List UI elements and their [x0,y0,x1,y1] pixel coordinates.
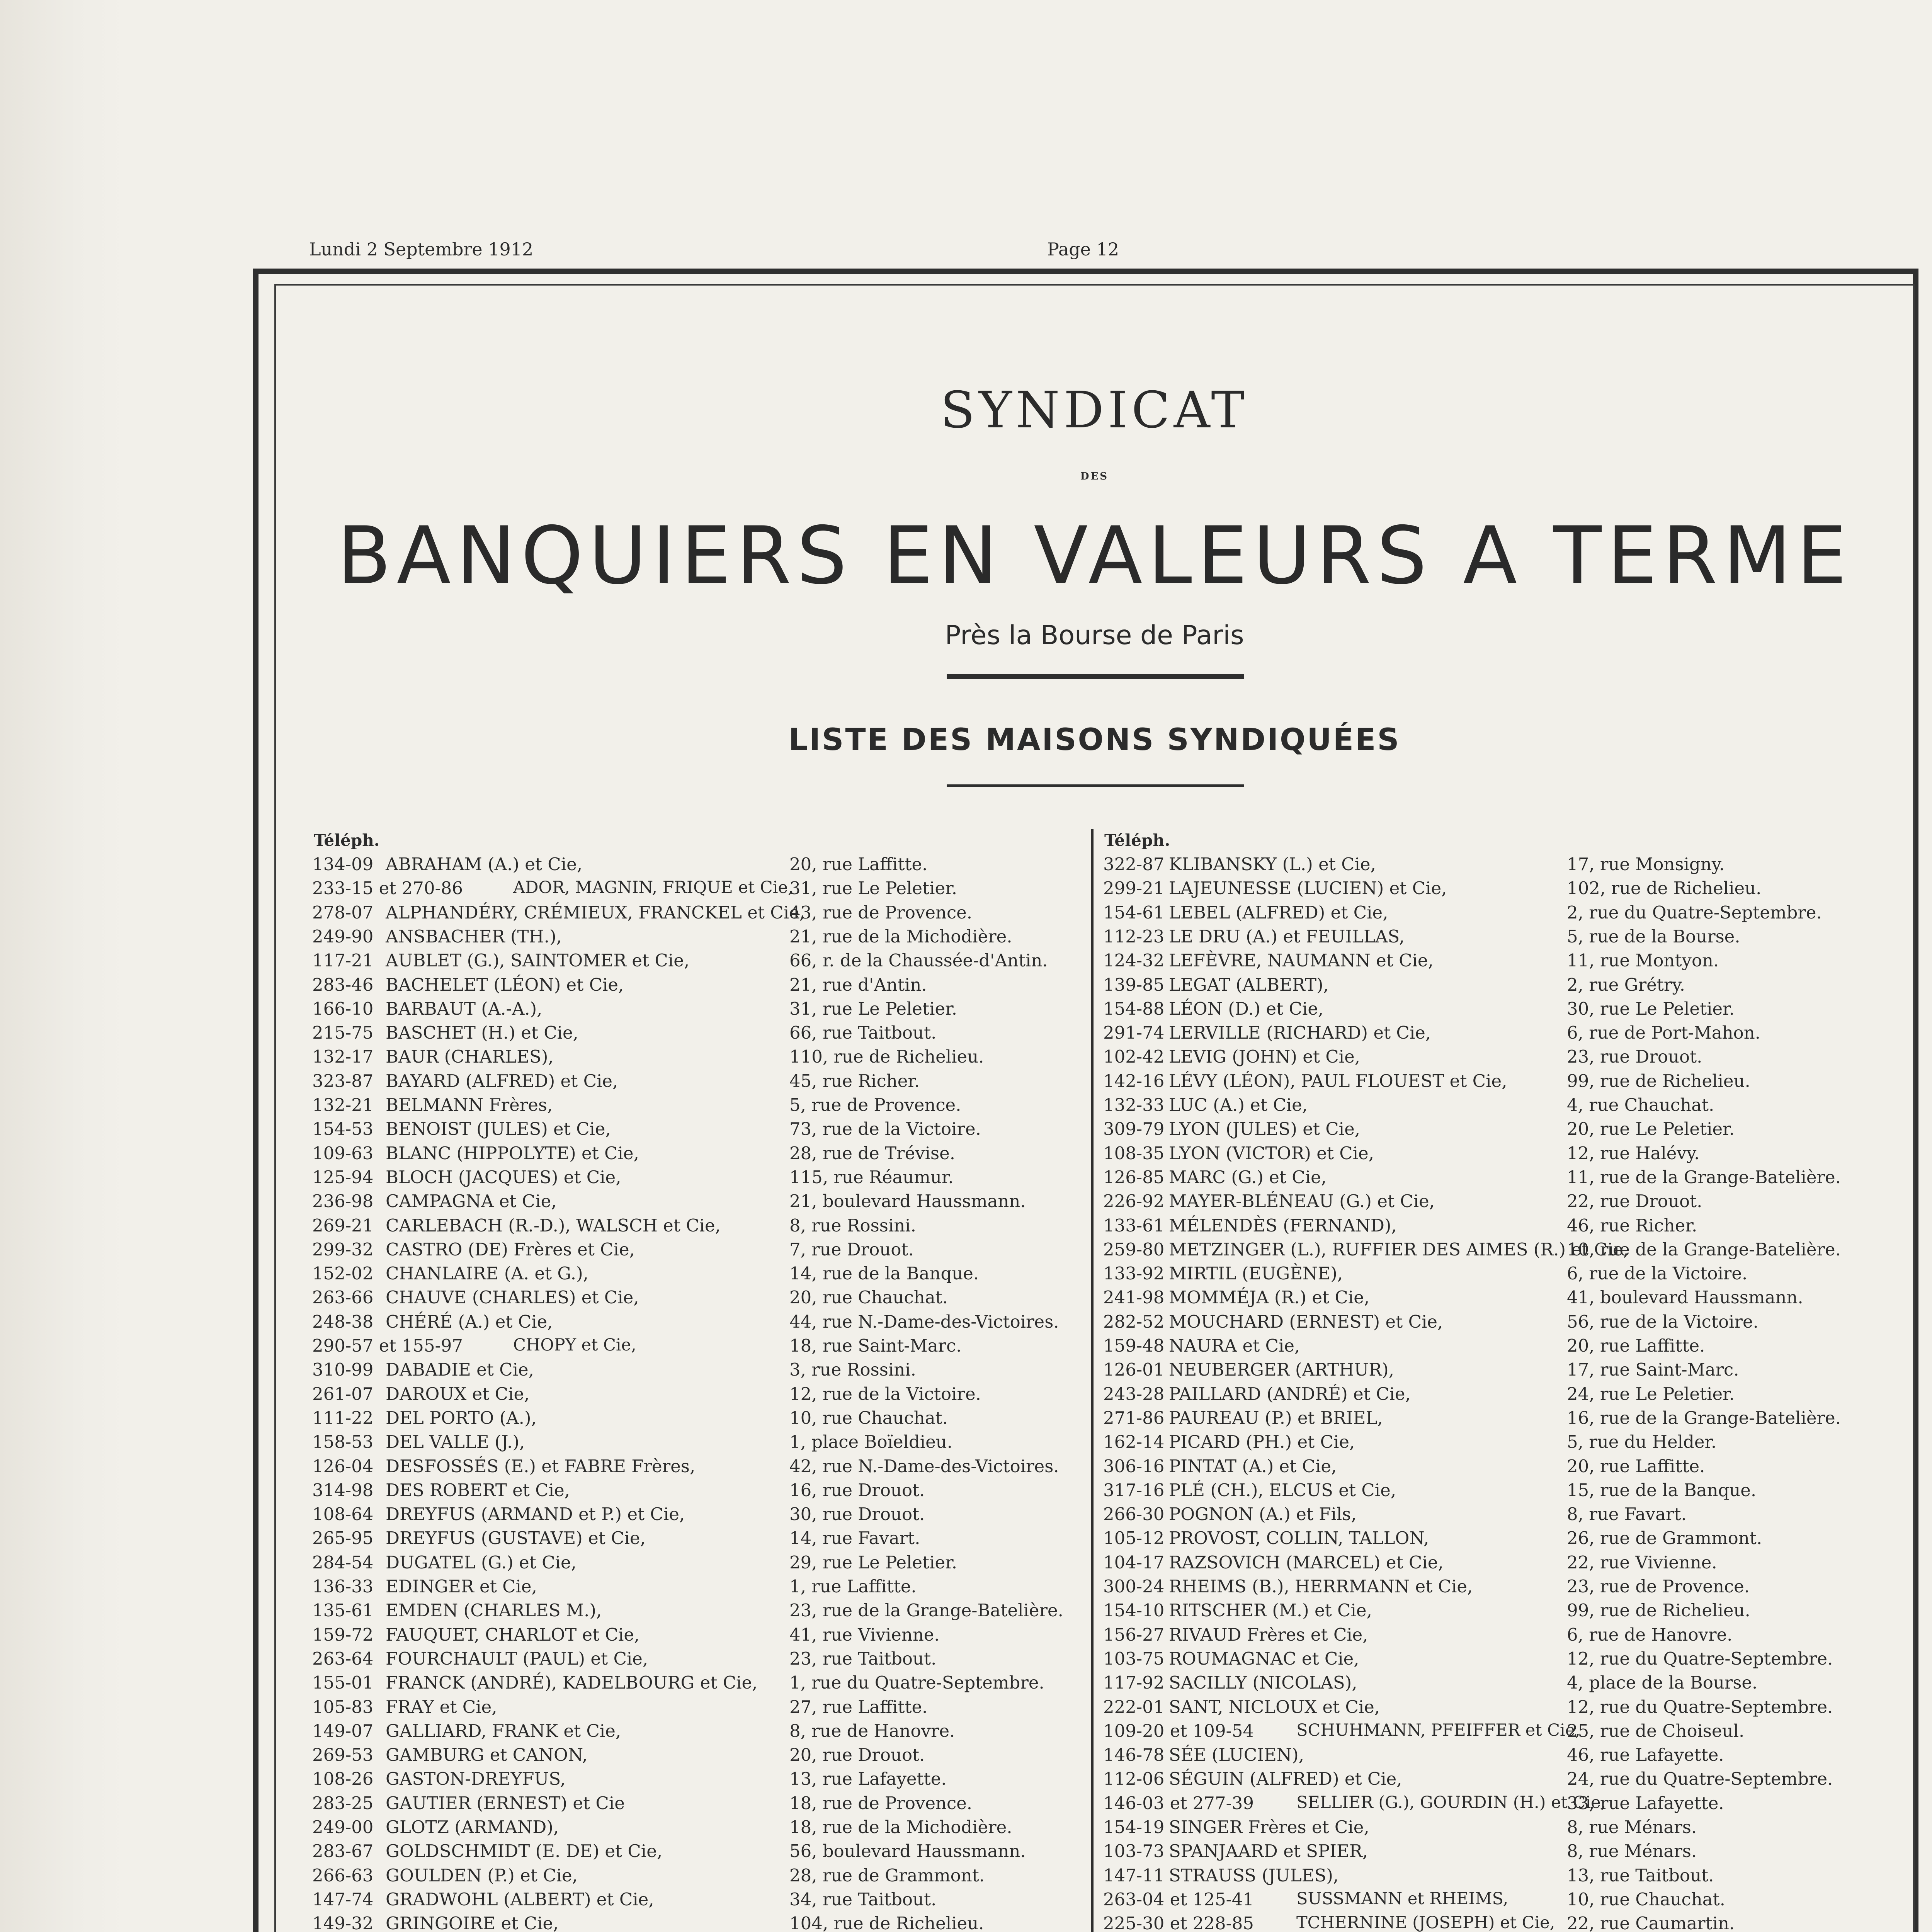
firm-address: 12, rue du Quatre-Septembre. [1567,1697,1833,1717]
phone-number: 109-63 [312,1143,374,1163]
firm-address: 12, rue du Quatre-Septembre. [1567,1648,1833,1669]
phone-number: 158-53 [312,1432,374,1452]
firm-address: 17, rue Monsigny. [1567,854,1725,874]
phone-number: 225-30 et 228-85 [1103,1913,1254,1932]
firm-name: EMDEN (CHARLES M.), [386,1600,602,1621]
firm-address: 104, rue de Richelieu. [789,1913,984,1932]
phone-number: 309-79 [1103,1119,1165,1139]
phone-number: 226-92 [1103,1191,1165,1211]
firm-address: 31, rue Le Peletier. [789,998,957,1019]
firm-address: 102, rue de Richelieu. [1567,878,1762,898]
firm-name: BENOIST (JULES) et Cie, [386,1119,611,1139]
firm-name: ADOR, MAGNIN, FRIQUE et Cie, [513,878,793,897]
phone-number: 105-12 [1103,1528,1165,1548]
firm-address: 18, rue Saint-Marc. [789,1335,962,1356]
firm-name: ALPHANDÉRY, CRÉMIEUX, FRANCKEL et Cie, [386,902,805,923]
title-des: DES [1080,471,1109,482]
phone-number: 243-28 [1103,1384,1165,1404]
phone-number: 149-07 [312,1721,374,1741]
firm-name: BASCHET (H.) et Cie, [386,1022,578,1043]
phone-number: 263-64 [312,1648,374,1669]
firm-name: DEL PORTO (A.), [386,1408,537,1428]
firm-address: 5, rue de la Bourse. [1567,926,1740,947]
firm-name: CARLEBACH (R.-D.), WALSCH et Cie, [386,1215,721,1236]
firm-name: PINTAT (A.) et Cie, [1169,1456,1337,1476]
phone-number: 306-16 [1103,1456,1165,1476]
firm-name: GAUTIER (ERNEST) et Cie [386,1793,625,1813]
phone-number: 104-17 [1103,1552,1165,1573]
firm-address: 16, rue de la Grange-Batelière. [1567,1408,1841,1428]
firm-address: 13, rue Taitbout. [1567,1865,1714,1886]
phone-number: 283-25 [312,1793,374,1813]
phone-number: 266-63 [312,1865,374,1886]
firm-name: SÉE (LUCIEN), [1169,1745,1304,1765]
phone-number: 134-09 [312,854,374,874]
firm-name: SACILLY (NICOLAS), [1169,1672,1357,1693]
phone-number: 147-11 [1103,1865,1165,1886]
firm-address: 20, rue Laffitte. [1567,1335,1705,1356]
phone-number: 261-07 [312,1384,374,1404]
firm-address: 46, rue Richer. [1567,1215,1697,1236]
firm-name: DUGATEL (G.) et Cie, [386,1552,577,1573]
phone-number: 322-87 [1103,854,1165,874]
phone-number: 241-98 [1103,1287,1165,1308]
firm-address: 13, rue Lafayette. [789,1769,947,1789]
phone-number: 299-32 [312,1239,374,1260]
phone-number: 152-02 [312,1263,374,1284]
firm-name: MOMMÉJA (R.) et Cie, [1169,1287,1370,1308]
firm-address: 25, rue de Choiseul. [1567,1721,1745,1741]
firm-name: SELLIER (G.), GOURDIN (H.) et Cie, [1296,1793,1606,1812]
phone-number: 149-32 [312,1913,374,1932]
firm-name: CHANLAIRE (A. et G.), [386,1263,588,1284]
firm-address: 28, rue de Grammont. [789,1865,985,1886]
title-main: BANQUIERS EN VALEURS A TERME [337,510,1852,602]
firm-name: BLANC (HIPPOLYTE) et Cie, [386,1143,639,1163]
phone-number: 317-16 [1103,1480,1165,1500]
page-gutter-left [0,0,128,1932]
firm-name: LERVILLE (RICHARD) et Cie, [1169,1022,1431,1043]
phone-number: 166-10 [312,998,374,1019]
firm-name: CAMPAGNA et Cie, [386,1191,557,1211]
firm-name: PLÉ (CH.), ELCUS et Cie, [1169,1480,1396,1500]
phone-number: 124-32 [1103,950,1165,971]
phone-number: 133-61 [1103,1215,1165,1236]
firm-name: SÉGUIN (ALFRED) et Cie, [1169,1769,1402,1789]
firm-name: LEVIG (JOHN) et Cie, [1169,1046,1360,1067]
firm-address: 1, rue du Quatre-Septembre. [789,1672,1044,1693]
firm-address: 27, rue Laffitte. [789,1697,928,1717]
firm-address: 20, rue Drouot. [789,1745,925,1765]
firm-address: 11, rue de la Grange-Batelière. [1567,1167,1841,1187]
firm-address: 11, rue Montyon. [1567,950,1719,971]
firm-name: LAJEUNESSE (LUCIEN) et Cie, [1169,878,1447,898]
firm-address: 18, rue de la Michodière. [789,1817,1012,1837]
firm-address: 110, rue de Richelieu. [789,1046,984,1067]
divider-rule [947,674,1244,679]
firm-name: SANT, NICLOUX et Cie, [1169,1697,1380,1717]
phone-number: 146-03 et 277-39 [1103,1793,1254,1813]
firm-name: CHAUVE (CHARLES) et Cie, [386,1287,639,1308]
firm-address: 4, place de la Bourse. [1567,1672,1758,1693]
firm-address: 46, rue Lafayette. [1567,1745,1724,1765]
header-date: Lundi 2 Septembre 1912 [309,239,534,260]
firm-address: 23, rue de Provence. [1567,1576,1750,1597]
phone-number: 139-85 [1103,975,1165,995]
phone-number: 126-04 [312,1456,374,1476]
firm-address: 10, rue Chauchat. [1567,1889,1725,1910]
phone-number: 108-35 [1103,1143,1165,1163]
firm-name: SCHUHMANN, PFEIFFER et Cie, [1296,1721,1580,1740]
phone-number: 105-83 [312,1697,374,1717]
firm-name: NAURA et Cie, [1169,1335,1300,1356]
firm-name: LÉON (D.) et Cie, [1169,998,1324,1019]
firm-address: 8, rue de Hanovre. [789,1721,955,1741]
firm-name: PROVOST, COLLIN, TALLON, [1169,1528,1429,1548]
firm-address: 99, rue de Richelieu. [1567,1600,1750,1621]
phone-number: 323-87 [312,1071,374,1091]
firm-address: 66, r. de la Chaussée-d'Antin. [789,950,1048,971]
phone-number: 135-61 [312,1600,374,1621]
phone-number: 249-00 [312,1817,374,1837]
phone-number: 126-85 [1103,1167,1165,1187]
phone-number: 236-98 [312,1191,374,1211]
firm-address: 21, rue de la Michodière. [789,926,1012,947]
firm-address: 6, rue de Hanovre. [1567,1624,1733,1645]
firm-name: LYON (JULES) et Cie, [1169,1119,1360,1139]
phone-number: 222-01 [1103,1697,1165,1717]
title-syndicat: SYNDICAT [940,381,1249,439]
firm-name: LEFÈVRE, NAUMANN et Cie, [1169,950,1434,971]
firm-address: 21, rue d'Antin. [789,975,927,995]
firm-name: SPANJAARD et SPIER, [1169,1841,1368,1861]
firm-address: 1, rue Laffitte. [789,1576,917,1597]
firm-address: 115, rue Réaumur. [789,1167,954,1187]
firm-name: LÉVY (LÉON), PAUL FLOUEST et Cie, [1169,1071,1507,1091]
phone-number: 290-57 et 155-97 [312,1335,463,1356]
firm-address: 26, rue de Grammont. [1567,1528,1762,1548]
phone-number: 111-22 [312,1408,374,1428]
phone-number: 112-23 [1103,926,1165,947]
firm-name: RAZSOVICH (MARCEL) et Cie, [1169,1552,1444,1573]
phone-number: 263-66 [312,1287,374,1308]
firm-address: 20, rue Chauchat. [789,1287,948,1308]
divider-rule [947,784,1244,787]
firm-address: 28, rue de Trévise. [789,1143,956,1163]
phone-number: 108-26 [312,1769,374,1789]
firm-address: 14, rue Favart. [789,1528,920,1548]
firm-address: 31, rue Le Peletier. [789,878,957,898]
firm-name: RITSCHER (M.) et Cie, [1169,1600,1372,1621]
firm-name: LEGAT (ALBERT), [1169,975,1329,995]
phone-number: 291-74 [1103,1022,1165,1043]
phone-number: 154-19 [1103,1817,1165,1837]
phone-number: 259-80 [1103,1239,1165,1260]
firm-name: FOURCHAULT (PAUL) et Cie, [386,1648,648,1669]
firm-name: BAUR (CHARLES), [386,1046,554,1067]
firm-address: 10, rue de la Grange-Batelière. [1567,1239,1841,1260]
firm-name: MAYER-BLÉNEAU (G.) et Cie, [1169,1191,1435,1211]
firm-address: 22, rue Caumartin. [1567,1913,1735,1932]
firm-name: GRADWOHL (ALBERT) et Cie, [386,1889,654,1910]
phone-number: 269-53 [312,1745,374,1765]
title-subtitle: Près la Bourse de Paris [945,620,1244,651]
firm-address: 20, rue Laffitte. [1567,1456,1705,1476]
header-page-number: Page 12 [1047,239,1119,260]
firm-name: DAROUX et Cie, [386,1384,530,1404]
firm-address: 99, rue de Richelieu. [1567,1071,1750,1091]
phone-number: 265-95 [312,1528,374,1548]
phone-number: 154-10 [1103,1600,1165,1621]
firm-address: 2, rue du Quatre-Septembre. [1567,902,1822,923]
firm-name: SUSSMANN et RHEIMS, [1296,1889,1509,1908]
firm-name: PICARD (PH.) et Cie, [1169,1432,1355,1452]
phone-number: 248-38 [312,1311,374,1332]
phone-number: 266-30 [1103,1504,1165,1524]
phone-number: 159-48 [1103,1335,1165,1356]
firm-address: 56, rue de la Victoire. [1567,1311,1759,1332]
phone-number: 146-78 [1103,1745,1165,1765]
firm-address: 24, rue Le Peletier. [1567,1384,1735,1404]
firm-name: LEBEL (ALFRED) et Cie, [1169,902,1388,923]
firm-name: BARBAUT (A.-A.), [386,998,543,1019]
firm-name: CASTRO (DE) Frères et Cie, [386,1239,635,1260]
phone-number: 112-06 [1103,1769,1165,1789]
firm-name: BLOCH (JACQUES) et Cie, [386,1167,621,1187]
firm-address: 12, rue Halévy. [1567,1143,1700,1163]
firm-address: 17, rue Saint-Marc. [1567,1359,1739,1380]
firm-name: POGNON (A.) et Fils, [1169,1504,1357,1524]
firm-name: BELMANN Frères, [386,1095,553,1115]
phone-number: 154-53 [312,1119,374,1139]
phone-number: 155-01 [312,1672,374,1693]
firm-name: DREYFUS (GUSTAVE) et Cie, [386,1528,646,1548]
firm-name: FRAY et Cie, [386,1697,497,1717]
firm-name: GOULDEN (P.) et Cie, [386,1865,578,1886]
firm-address: 10, rue Chauchat. [789,1408,948,1428]
firm-name: NEUBERGER (ARTHUR), [1169,1359,1395,1380]
firm-address: 2, rue Grétry. [1567,975,1685,995]
firm-address: 30, rue Le Peletier. [1567,998,1735,1019]
phone-number: 103-75 [1103,1648,1165,1669]
firm-address: 21, boulevard Haussmann. [789,1191,1026,1211]
firm-address: 20, rue Le Peletier. [1567,1119,1735,1139]
firm-address: 24, rue du Quatre-Septembre. [1567,1769,1833,1789]
firm-name: MIRTIL (EUGÈNE), [1169,1263,1343,1284]
firm-name: MOUCHARD (ERNEST) et Cie, [1169,1311,1443,1332]
firm-address: 12, rue de la Victoire. [789,1384,981,1404]
phone-number: 154-88 [1103,998,1165,1019]
phone-number: 284-54 [312,1552,374,1573]
firm-address: 20, rue Laffitte. [789,854,928,874]
phone-number: 136-33 [312,1576,374,1597]
firm-address: 34, rue Taitbout. [789,1889,937,1910]
firm-name: METZINGER (L.), RUFFIER DES AIMES (R.) et Cie, [1169,1239,1629,1260]
firm-name: DREYFUS (ARMAND et P.) et Cie, [386,1504,685,1524]
firm-address: 18, rue de Provence. [789,1793,973,1813]
firm-name: AUBLET (G.), SAINTOMER et Cie, [386,950,690,971]
phone-number: 156-27 [1103,1624,1165,1645]
phone-number: 282-52 [1103,1311,1165,1332]
firm-name: CHOPY et Cie, [513,1335,636,1355]
firm-name: GALLIARD, FRANK et Cie, [386,1721,621,1741]
firm-name: KLIBANSKY (L.) et Cie, [1169,854,1376,874]
phone-number: 147-74 [312,1889,374,1910]
firm-name: PAUREAU (P.) et BRIEL, [1169,1408,1383,1428]
firm-name: LYON (VICTOR) et Cie, [1169,1143,1374,1163]
firm-address: 8, rue Rossini. [789,1215,916,1236]
firm-address: 7, rue Drouot. [789,1239,914,1260]
phone-number: 154-61 [1103,902,1165,923]
phone-number: 162-14 [1103,1432,1165,1452]
phone-number: 108-64 [312,1504,374,1524]
firm-address: 6, rue de Port-Mahon. [1567,1022,1761,1043]
phone-number: 117-21 [312,950,374,971]
firm-address: 23, rue Drouot. [1567,1046,1702,1067]
firm-address: 23, rue de la Grange-Batelière. [789,1600,1063,1621]
column-separator [1091,829,1094,1932]
firm-address: 42, rue N.-Dame-des-Victoires. [789,1456,1059,1476]
firm-name: LE DRU (A.) et FEUILLAS, [1169,926,1405,947]
phone-number: 278-07 [312,902,374,923]
phone-number: 132-33 [1103,1095,1165,1115]
phone-number: 269-21 [312,1215,374,1236]
phone-number: 299-21 [1103,878,1165,898]
firm-name: DABADIE et Cie, [386,1359,534,1380]
firm-name: RIVAUD Frères et Cie, [1169,1624,1368,1645]
list-heading: LISTE DES MAISONS SYNDIQUÉES [788,723,1401,757]
firm-address: 45, rue Richer. [789,1071,920,1091]
firm-name: GAMBURG et CANON, [386,1745,588,1765]
firm-name: ROUMAGNAC et Cie, [1169,1648,1359,1669]
firm-address: 22, rue Vivienne. [1567,1552,1717,1573]
firm-address: 43, rue de Provence. [789,902,973,923]
firm-name: FAUQUET, CHARLOT et Cie, [386,1624,640,1645]
firm-name: ANSBACHER (TH.), [386,926,562,947]
phone-number: 159-72 [312,1624,374,1645]
firm-name: DES ROBERT et Cie, [386,1480,570,1500]
firm-address: 33, rue Lafayette. [1567,1793,1724,1813]
firm-address: 41, rue Vivienne. [789,1624,940,1645]
phone-number: 233-15 et 270-86 [312,878,463,898]
firm-name: LUC (A.) et Cie, [1169,1095,1308,1115]
firm-address: 22, rue Drouot. [1567,1191,1702,1211]
phone-number: 142-16 [1103,1071,1165,1091]
phone-number: 132-17 [312,1046,374,1067]
firm-name: CHÉRÉ (A.) et Cie, [386,1311,553,1332]
firm-address: 5, rue de Provence. [789,1095,961,1115]
firm-name: ABRAHAM (A.) et Cie, [386,854,583,874]
phone-number: 215-75 [312,1022,374,1043]
firm-address: 8, rue Favart. [1567,1504,1687,1524]
phone-number: 263-04 et 125-41 [1103,1889,1254,1910]
firm-name: BACHELET (LÉON) et Cie, [386,975,624,995]
firm-name: MÉLENDÈS (FERNAND), [1169,1215,1397,1236]
phone-number: 125-94 [312,1167,374,1187]
firm-address: 1, place Boïeldieu. [789,1432,953,1452]
firm-address: 30, rue Drouot. [789,1504,925,1524]
firm-address: 56, boulevard Haussmann. [789,1841,1026,1861]
firm-name: RHEIMS (B.), HERRMANN et Cie, [1169,1576,1473,1597]
firm-address: 29, rue Le Peletier. [789,1552,957,1573]
firm-address: 8, rue Ménars. [1567,1817,1697,1837]
phone-number: 271-86 [1103,1408,1165,1428]
phone-number: 283-67 [312,1841,374,1861]
firm-address: 23, rue Taitbout. [789,1648,937,1669]
firm-address: 6, rue de la Victoire. [1567,1263,1748,1284]
phone-number: 283-46 [312,975,374,995]
phone-number: 126-01 [1103,1359,1165,1380]
phone-number: 103-73 [1103,1841,1165,1861]
phone-number: 300-24 [1103,1576,1165,1597]
firm-address: 16, rue Drouot. [789,1480,925,1500]
firm-name: FRANCK (ANDRÉ), KADELBOURG et Cie, [386,1672,758,1693]
firm-address: 8, rue Ménars. [1567,1841,1697,1861]
phone-number: 117-92 [1103,1672,1165,1693]
firm-address: 14, rue de la Banque. [789,1263,979,1284]
firm-address: 5, rue du Helder. [1567,1432,1717,1452]
firm-name: SINGER Frères et Cie, [1169,1817,1369,1837]
firm-name: EDINGER et Cie, [386,1576,537,1597]
firm-address: 4, rue Chauchat. [1567,1095,1714,1115]
firm-address: 44, rue N.-Dame-des-Victoires. [789,1311,1059,1332]
firm-name: DESFOSSÉS (E.) et FABRE Frères, [386,1456,696,1476]
phone-number: 314-98 [312,1480,374,1500]
firm-name: GLOTZ (ARMAND), [386,1817,559,1837]
firm-address: 41, boulevard Haussmann. [1567,1287,1803,1308]
phone-number: 102-42 [1103,1046,1165,1067]
firm-name: GASTON-DREYFUS, [386,1769,566,1789]
firm-address: 66, rue Taitbout. [789,1022,937,1043]
firm-name: BAYARD (ALFRED) et Cie, [386,1071,618,1091]
firm-name: MARC (G.) et Cie, [1169,1167,1327,1187]
firm-name: PAILLARD (ANDRÉ) et Cie, [1169,1384,1411,1404]
firm-name: GOLDSCHMIDT (E. DE) et Cie, [386,1841,663,1861]
firm-name: STRAUSS (JULES), [1169,1865,1339,1886]
phone-number: 249-90 [312,926,374,947]
phone-number: 109-20 et 109-54 [1103,1721,1254,1741]
phone-number: 310-99 [312,1359,374,1380]
firm-address: 3, rue Rossini. [789,1359,916,1380]
firm-name: TCHERNINE (JOSEPH) et Cie, [1296,1913,1555,1932]
firm-name: DEL VALLE (J.), [386,1432,525,1452]
firm-name: GRINGOIRE et Cie, [386,1913,559,1932]
left-column-header: Téléph. [314,831,380,850]
phone-number: 133-92 [1103,1263,1165,1284]
phone-number: 132-21 [312,1095,374,1115]
firm-address: 73, rue de la Victoire. [789,1119,981,1139]
firm-address: 15, rue de la Banque. [1567,1480,1757,1500]
right-column-header: Téléph. [1104,831,1170,850]
